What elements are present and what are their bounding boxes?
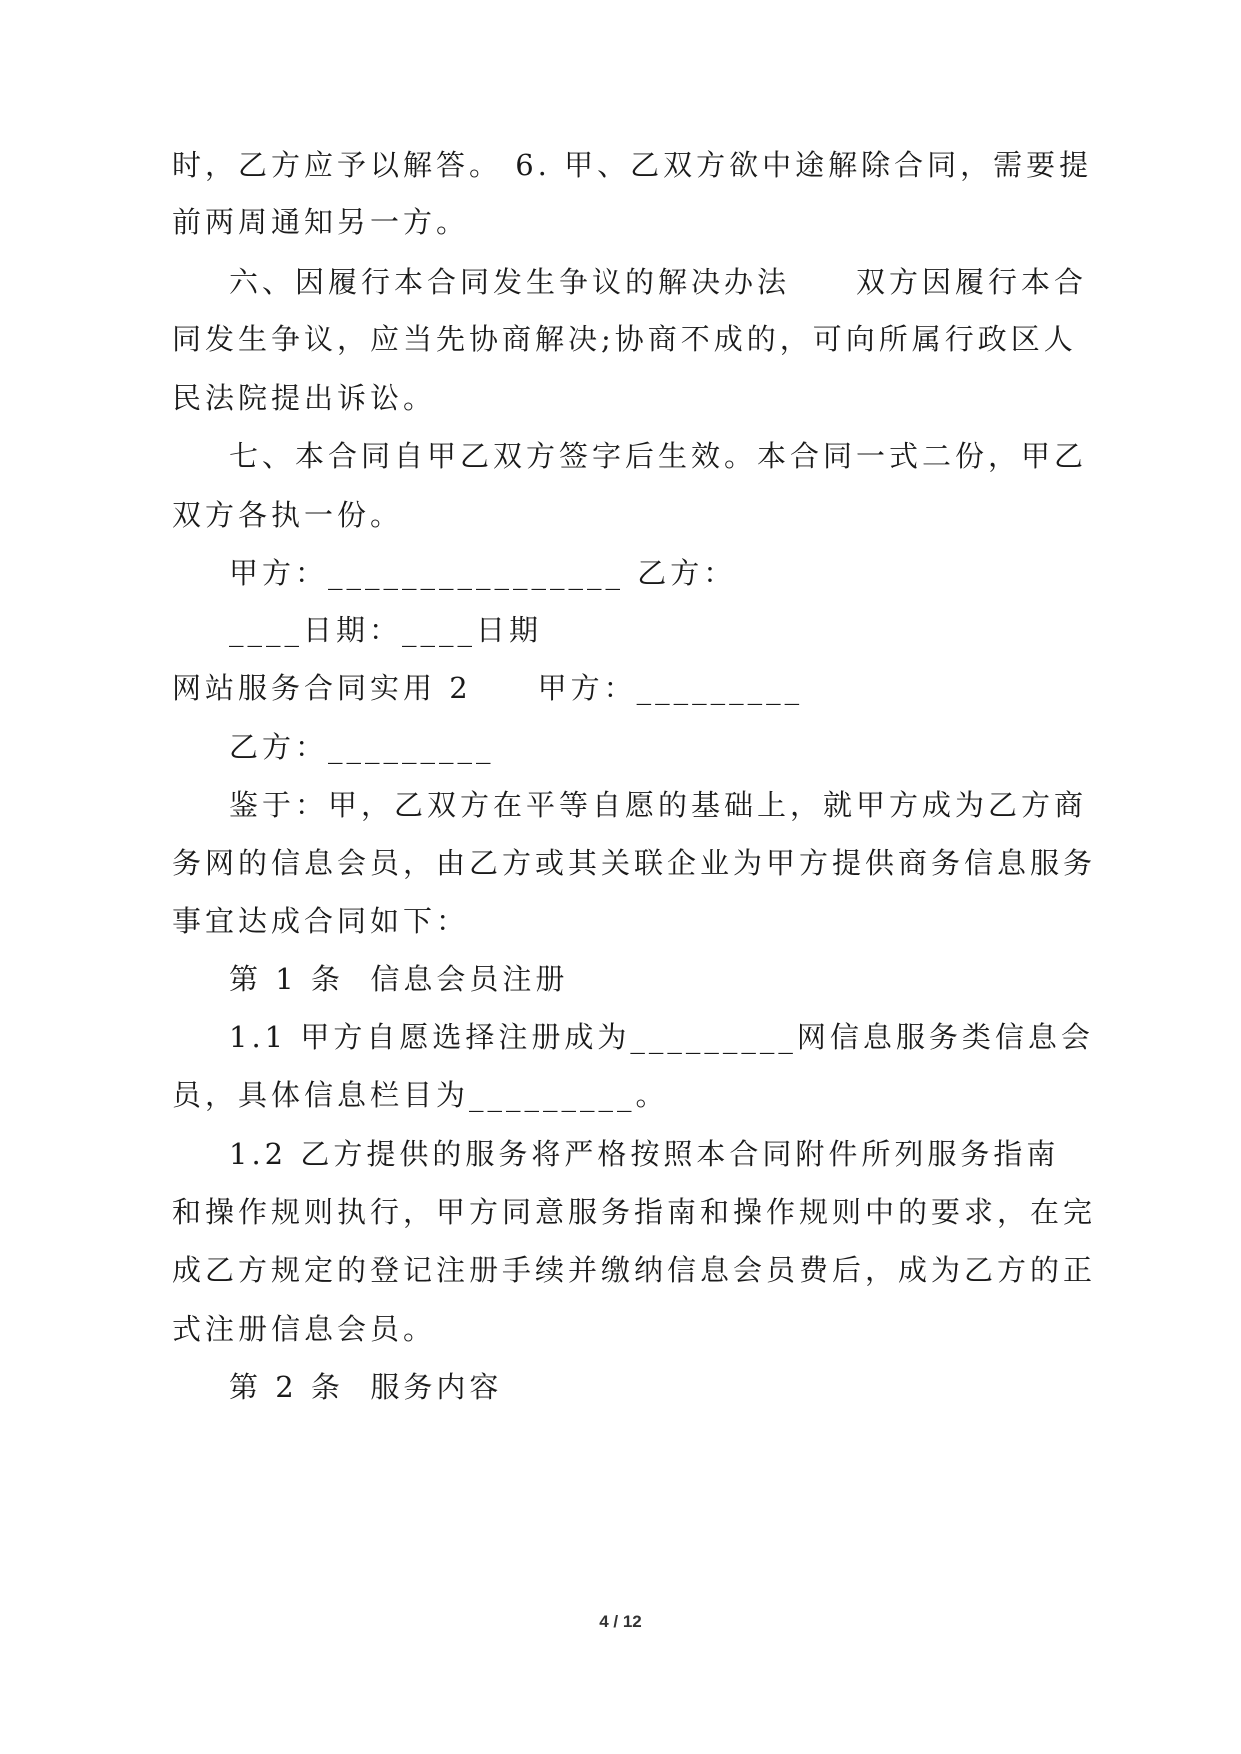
text-line: 双方各执一份。 (172, 498, 404, 532)
text-line: 1.1 甲方自愿选择注册成为_________网信息服务类信息会 (229, 1020, 1094, 1054)
section-title: 网站服务合同实用 2 甲方：_________ (172, 671, 804, 705)
article-heading: 第 2 条 服务内容 (229, 1370, 503, 1404)
party-line: 乙方：_________ (229, 730, 495, 764)
page-number: 4 / 12 (599, 1612, 642, 1631)
text-line: 事宜达成合同如下： (172, 904, 470, 938)
text-line: 六、因履行本合同发生争议的解决办法 双方因履行本合 (229, 265, 1088, 299)
text-line: 同发生争议，应当先协商解决;协商不成的，可向所属行政区人 (172, 322, 1077, 356)
text-line: 七、本合同自甲乙双方签字后生效。本合同一式二份，甲乙 (229, 439, 1088, 473)
text-line: 民法院提出诉讼。 (172, 381, 437, 415)
text-line: 员，具体信息栏目为_________。 (172, 1078, 669, 1112)
text-line: 时，乙方应予以解答。 6. 甲、乙双方欲中途解除合同，需要提 (172, 148, 1093, 182)
date-line: ____日期：____日期 (229, 613, 543, 647)
text-line: 鉴于：甲，乙双方在平等自愿的基础上，就甲方成为乙方商 (229, 788, 1088, 822)
text-line: 务网的信息会员，由乙方或其关联企业为甲方提供商务信息服务 (172, 846, 1097, 880)
article-heading: 第 1 条 信息会员注册 (229, 962, 569, 996)
text-line: 式注册信息会员。 (172, 1312, 437, 1346)
text-line: 1.2 乙方提供的服务将严格按照本合同附件所列服务指南 (229, 1137, 1060, 1171)
text-line: 和操作规则执行，甲方同意服务指南和操作规则中的要求，在完 (172, 1195, 1097, 1229)
signature-line: 甲方：________________ 乙方： (229, 556, 737, 590)
text-line: 成乙方规定的登记注册手续并缴纳信息会员费后，成为乙方的正 (172, 1253, 1097, 1287)
text-line: 前两周通知另一方。 (172, 205, 470, 239)
